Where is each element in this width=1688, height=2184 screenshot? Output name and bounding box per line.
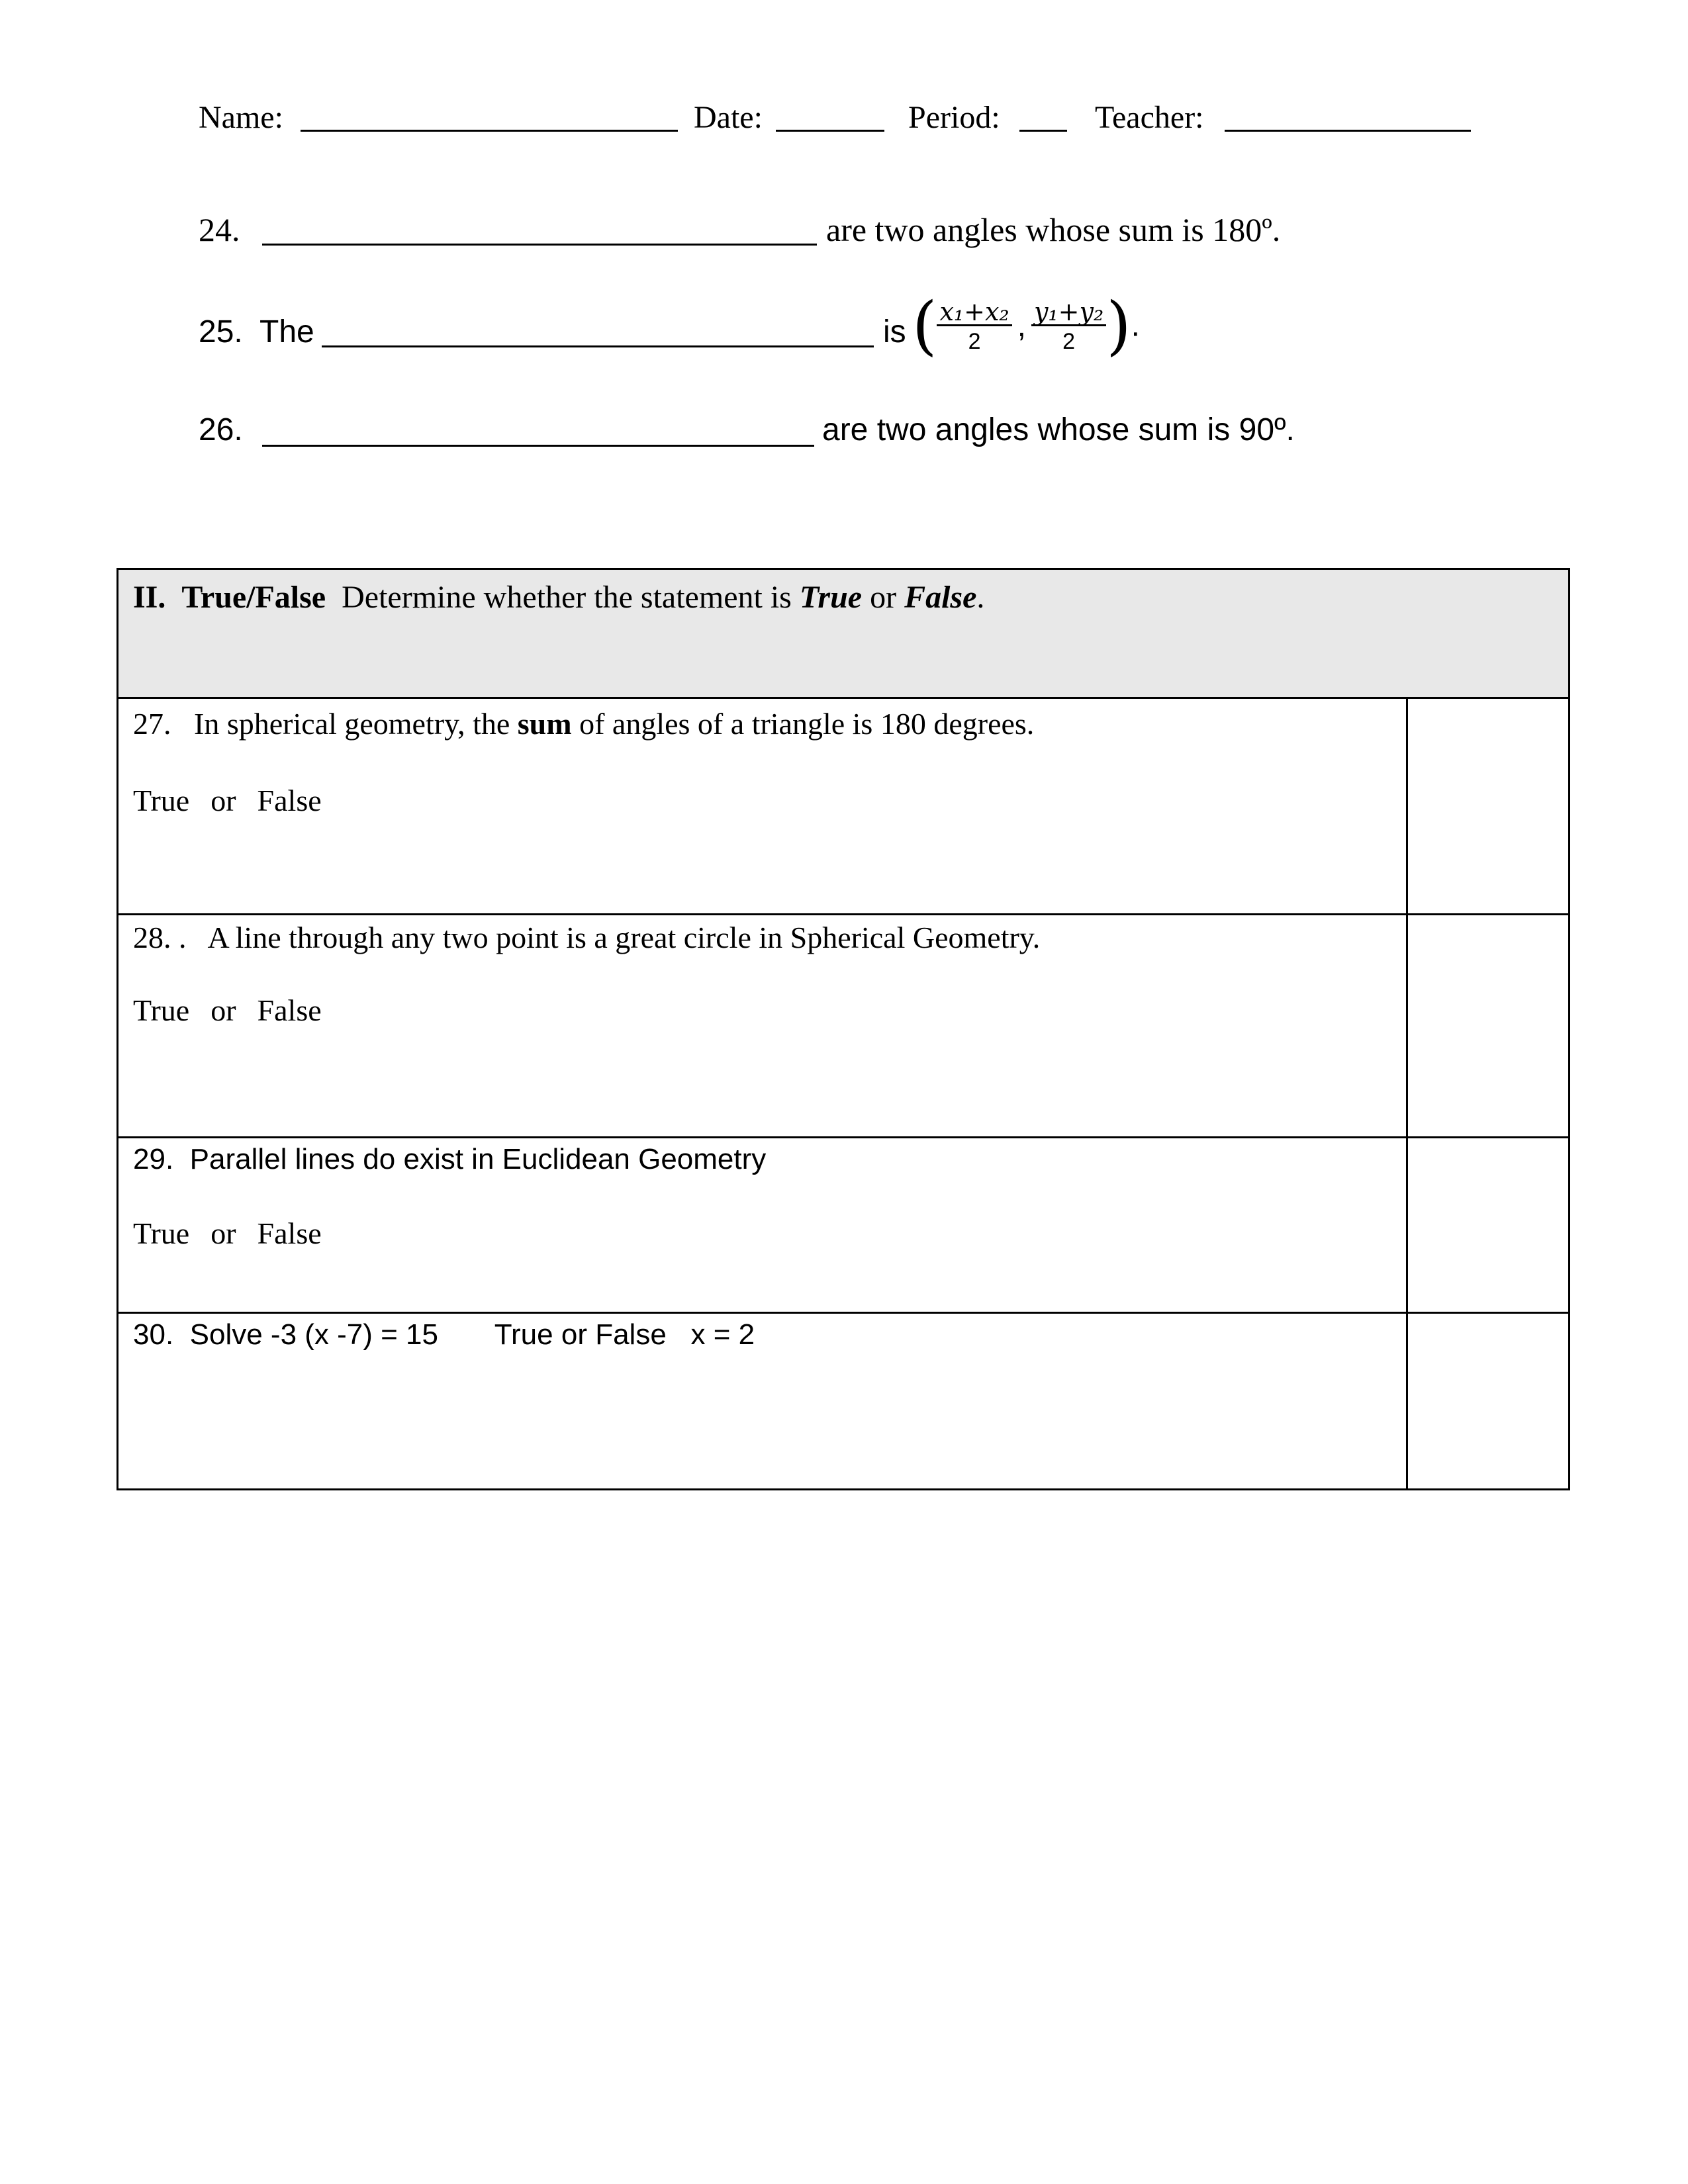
or-text: or: [211, 784, 236, 817]
table-row: [118, 1312, 1568, 1488]
q27-statement: 27. In spherical geometry, the sum of angles of a triangle is 180 degrees.: [133, 707, 1035, 741]
or-text: or: [211, 1216, 236, 1250]
q24-number: 24.: [199, 211, 240, 248]
name-field[interactable]: [301, 130, 678, 132]
q28-options: [133, 993, 343, 1028]
q25-number: 25.: [199, 314, 243, 349]
q28-answer-cell[interactable]: [1406, 913, 1568, 1136]
true-option[interactable]: True: [133, 1216, 190, 1250]
q25-blank[interactable]: [322, 345, 874, 347]
q26-number: 26.: [199, 412, 243, 447]
q29-statement: 29. Parallel lines do exist in Euclidean Geometry: [133, 1143, 767, 1175]
date-field[interactable]: [776, 130, 884, 132]
q27-options: [133, 783, 343, 818]
q30-answer-cell[interactable]: [1406, 1312, 1568, 1488]
q25-mid: is: [883, 314, 906, 349]
true-option[interactable]: True: [133, 784, 190, 817]
x-fraction: $\frac{\text{x₁+x₂}}{2}$: [937, 299, 1011, 353]
true-false-table: [117, 568, 1570, 1490]
or-text: or: [211, 993, 236, 1027]
section-header: [118, 570, 1568, 699]
name-label: Name:: [199, 100, 283, 135]
teacher-label: Teacher:: [1095, 100, 1204, 135]
q27-answer-cell[interactable]: [1406, 697, 1568, 913]
table-row: [118, 1136, 1568, 1314]
q26-text: are two angles whose sum is 90º.: [822, 412, 1295, 447]
q29-options: [133, 1216, 343, 1251]
section-heading: II. True/False Determine whether the statement is True or False.: [133, 580, 985, 615]
false-option[interactable]: False: [257, 784, 322, 817]
q24-blank[interactable]: [262, 244, 817, 246]
false-option[interactable]: False: [257, 993, 322, 1027]
date-label: Date:: [694, 100, 763, 135]
q25-prefix: The: [259, 314, 314, 349]
table-row: [118, 697, 1568, 915]
teacher-field[interactable]: [1225, 130, 1471, 132]
q26-blank[interactable]: [262, 445, 814, 447]
midpoint-formula: ( $\frac{\text{x₁+x₂}}{2}$ , $\frac{\text{y₁+y₂}}{2}$ ).: [912, 289, 1141, 363]
true-option[interactable]: True: [133, 993, 190, 1027]
q30-statement: 30. Solve -3 (x -7) = 15 True or False x = 2: [133, 1318, 755, 1351]
q29-answer-cell[interactable]: [1406, 1136, 1568, 1312]
period-label: Period:: [908, 100, 1000, 135]
y-fraction: $\frac{\text{y₁+y₂}}{2}$: [1031, 299, 1106, 353]
q28-statement: 28. . A line through any two point is a great circle in Spherical Geometry.: [133, 921, 1041, 954]
false-option[interactable]: False: [257, 1216, 322, 1250]
table-row: [118, 913, 1568, 1138]
q24-text: are two angles whose sum is 180º.: [826, 211, 1281, 248]
period-field[interactable]: [1019, 130, 1067, 132]
